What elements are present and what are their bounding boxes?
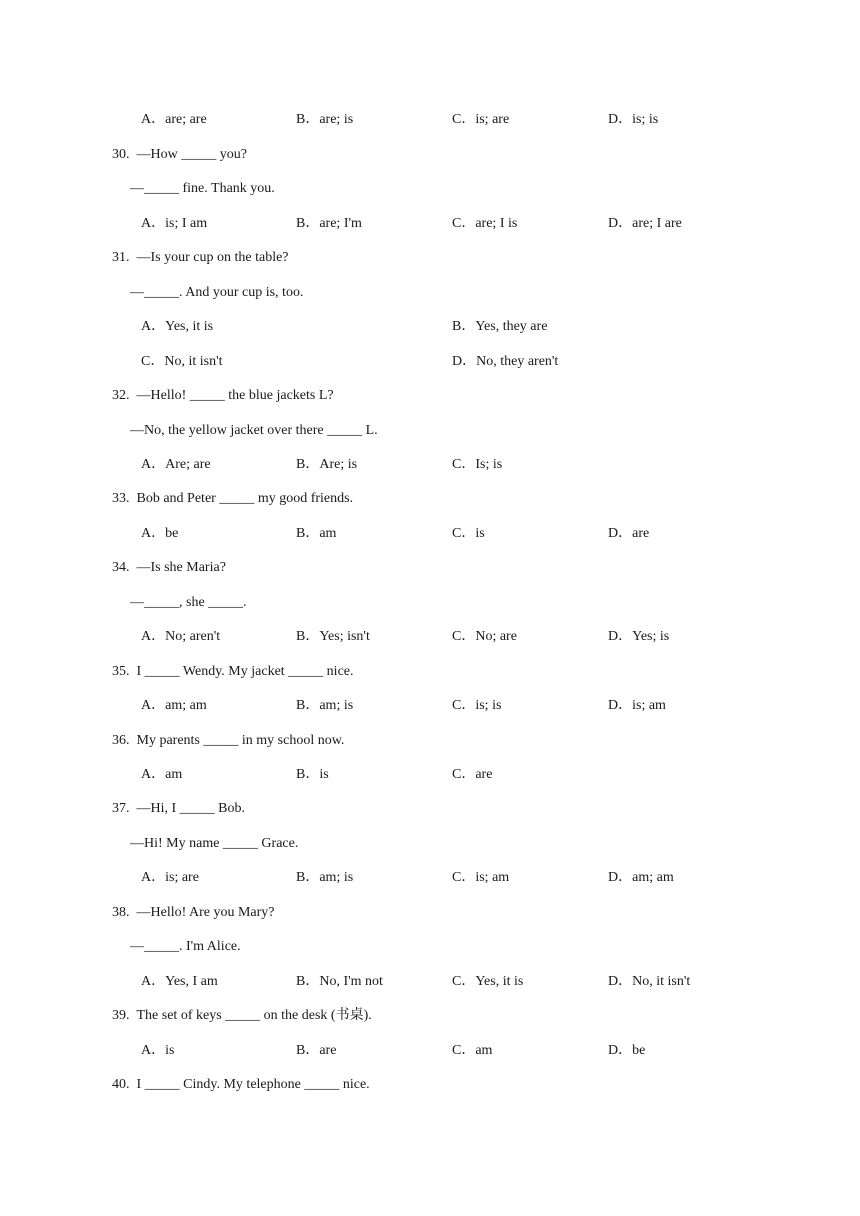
question-36 [112, 732, 344, 750]
option-a: A．be [141, 526, 179, 541]
option-d: D．are; I are [608, 216, 682, 231]
option-b: B．are [296, 1043, 337, 1058]
option-a: A．Yes, it is [141, 319, 214, 334]
question-stem: —Hi, I _____ Bob. [136, 801, 245, 816]
question-number: 37. [112, 801, 130, 816]
option-c: C．is; are [452, 112, 510, 127]
option-c: C．Is; is [452, 457, 503, 472]
question-32 [112, 387, 334, 405]
option-d: D．No, they aren't [452, 354, 559, 369]
question-37 [112, 800, 245, 818]
question-number: 31. [112, 250, 130, 265]
question-reply: —_____. And your cup is, too. [130, 285, 304, 300]
option-b: B．am; is [296, 870, 354, 885]
option-d: D．am; am [608, 870, 674, 885]
option-b: B．are; I'm [296, 216, 362, 231]
question-number: 38. [112, 905, 130, 920]
question-number: 39. [112, 1008, 130, 1023]
option-c: C．No, it isn't [141, 354, 223, 369]
question-reply: —No, the yellow jacket over there _____ L. [130, 423, 378, 438]
question-stem: The set of keys _____ on the desk (书桌). [136, 1008, 372, 1023]
option-a: A．am; am [141, 698, 207, 713]
question-reply: —_____. I'm Alice. [130, 939, 241, 954]
option-c: C．No; are [452, 629, 517, 644]
option-a: A．are; are [141, 112, 207, 127]
question-reply: —_____, she _____. [130, 595, 247, 610]
question-stem: My parents _____ in my school now. [136, 733, 345, 748]
question-stem: Bob and Peter _____ my good friends. [136, 491, 354, 506]
option-d: D．Yes; is [608, 629, 670, 644]
question-33 [112, 490, 353, 508]
option-d: D．is; is [608, 112, 659, 127]
option-d: D．is; am [608, 698, 666, 713]
option-b: B．is [296, 767, 329, 782]
option-c: C．is; am [452, 870, 510, 885]
question-stem: —Hello! _____ the blue jackets L? [136, 388, 334, 403]
question-34 [112, 559, 226, 577]
question-reply: —_____ fine. Thank you. [130, 181, 275, 196]
option-c: C．is; is [452, 698, 502, 713]
option-a: A．is; I am [141, 216, 208, 231]
option-a: A．is [141, 1043, 175, 1058]
question-number: 34. [112, 560, 130, 575]
question-number: 33. [112, 491, 130, 506]
question-reply: —Hi! My name _____ Grace. [130, 836, 299, 851]
option-c: C．are [452, 767, 493, 782]
option-d: D．No, it isn't [608, 974, 691, 989]
question-40 [112, 1076, 370, 1094]
option-d: D．are [608, 526, 650, 541]
question-number: 30. [112, 147, 130, 162]
option-b: B．am; is [296, 698, 354, 713]
question-30 [112, 146, 247, 164]
option-b: B．am [296, 526, 337, 541]
question-stem: —Hello! Are you Mary? [136, 905, 275, 920]
option-a: A．Are; are [141, 457, 211, 472]
option-b: B．are; is [296, 112, 354, 127]
question-number: 40. [112, 1077, 130, 1092]
option-c: C．is [452, 526, 485, 541]
option-b: B．Yes, they are [452, 319, 548, 334]
option-b: B．Are; is [296, 457, 358, 472]
question-stem: —Is your cup on the table? [136, 250, 289, 265]
option-a: A．Yes, I am [141, 974, 218, 989]
option-c: C．Yes, it is [452, 974, 524, 989]
question-number: 35. [112, 664, 130, 679]
question-stem: —How _____ you? [136, 147, 247, 162]
option-c: C．are; I is [452, 216, 518, 231]
option-a: A．No; aren't [141, 629, 221, 644]
option-d: D．be [608, 1043, 646, 1058]
question-number: 32. [112, 388, 130, 403]
question-31 [112, 249, 289, 267]
option-b: B．No, I'm not [296, 974, 383, 989]
question-38 [112, 904, 275, 922]
question-number: 36. [112, 733, 130, 748]
question-stem: I _____ Wendy. My jacket _____ nice. [136, 664, 354, 679]
option-b: B．Yes; isn't [296, 629, 370, 644]
option-a: A．am [141, 767, 183, 782]
question-stem: I _____ Cindy. My telephone _____ nice. [136, 1077, 370, 1092]
question-39 [112, 1007, 372, 1025]
option-c: C．am [452, 1043, 493, 1058]
question-35 [112, 663, 354, 681]
question-stem: —Is she Maria? [136, 560, 226, 575]
option-a: A．is; are [141, 870, 199, 885]
